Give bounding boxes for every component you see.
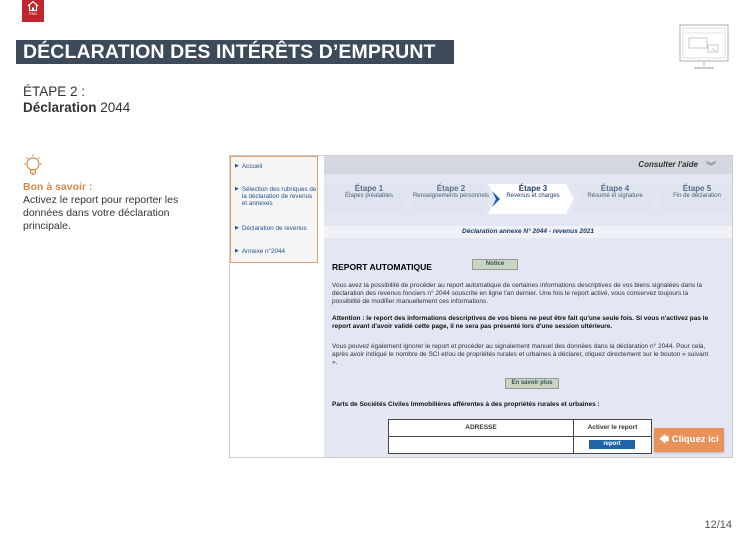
step-subtitle-bold: Déclaration: [23, 100, 97, 115]
sidebar-item-accueil[interactable]: ▶ Accueil: [235, 163, 263, 170]
declaration-panel: [324, 156, 732, 457]
tip-title: Bon à savoir :: [23, 181, 93, 193]
page-title: DÉCLARATION DES INTÉRÊTS D’EMPRUNT: [23, 41, 436, 63]
triangle-right-icon: ▶: [235, 163, 239, 169]
page-title-bar: [16, 40, 454, 64]
step-4: Étape 4 Résumé et signature: [587, 184, 643, 199]
home-label: PAS: [29, 11, 37, 16]
report-paragraph-1: Vous avez la possibilité de procéder au report automatique de certaines informations descriptives de vos biens signalées dans la déclaration des revenus fonciers n° 2044 souscrite en ligne l'an dernier. Une fois le report activé, vous conservez toujours la possibilité de modifier manuellement ces informations.: [332, 282, 702, 305]
step-subtitle-rest: 2044: [96, 100, 131, 115]
report-paragraph-3: Vous pouvez également ignorer le report et procéder au signalement manuel des données dans la déclaration n° 2044. Pour cela, après avoir indiqué le nombre de SCI et/ou de propriétés rurales et urbaines à déclarer, cliquez directement sur le bouton « suivant ».: [332, 343, 709, 366]
cliquez-ici-label: Cliquez ici: [671, 434, 719, 445]
en-savoir-plus-button[interactable]: En savoir plus: [505, 378, 559, 389]
report-warning: Attention : le report des informations descriptives de vos biens ne peut être fait qu'une seule fois. Si vous n'activez pas le report avant d'avoir validé cette page, il ne sera pas présenté lors d'une session ultérieure.: [332, 315, 709, 330]
sci-table: [388, 419, 652, 454]
sci-label: Parts de Sociétés Civiles Immobilières afférentes à des propriétés rurales et urbaines :: [332, 401, 600, 408]
step-5: Étape 5 Fin de déclaration: [673, 184, 721, 199]
help-bar: [324, 156, 732, 174]
home-button[interactable]: [22, 0, 44, 22]
cliquez-ici-button[interactable]: [654, 428, 724, 452]
report-button[interactable]: report: [589, 440, 635, 449]
step-progress: [324, 184, 732, 216]
triangle-right-icon: ▶: [235, 186, 239, 192]
arrow-left-icon: 🡄: [659, 434, 672, 445]
triangle-right-icon: ▶: [235, 248, 239, 254]
double-chevron-down-icon[interactable]: ︾: [706, 162, 716, 173]
triangle-right-icon: ▶: [235, 225, 239, 231]
step-3-active: Étape 3 Revenus et charges: [506, 184, 560, 199]
table-row: [389, 437, 651, 453]
help-link[interactable]: Consulter l'aide: [638, 160, 698, 169]
tip-text: Activez le report pour reporter les données dans votre déclaration principale.: [23, 194, 179, 232]
step-title: ÉTAPE 2 :: [23, 84, 86, 99]
sidebar-nav: [230, 156, 318, 263]
report-section: [324, 244, 732, 457]
table-header-adresse: ADRESSE: [389, 420, 574, 436]
page-number: 12/14: [704, 519, 732, 531]
notice-button[interactable]: Notice: [472, 259, 518, 270]
table-cell-adresse: [389, 437, 574, 453]
step-subtitle: [23, 100, 130, 116]
sidebar-item-annexe[interactable]: ▶ Annexe n°2044: [235, 248, 285, 255]
sidebar-item-selection[interactable]: ▶ Sélection des rubriques de la déclaration de revenus et annexes: [235, 186, 317, 207]
sidebar-item-declaration[interactable]: ▶ Déclaration de revenus: [235, 225, 307, 232]
embedded-screenshot: [229, 155, 733, 458]
step-2: Étape 2 Renseignements personnels: [412, 184, 490, 199]
lightbulb-icon: [22, 154, 44, 178]
table-header-row: [389, 420, 651, 437]
report-heading: REPORT AUTOMATIQUE: [332, 262, 432, 272]
declaration-title: Déclaration annexe N° 2044 - revenus 2021: [324, 226, 732, 238]
computer-screen-icon: [678, 23, 730, 71]
table-header-activer: Activer le report: [587, 424, 638, 431]
step-1: Étape 1 Étapes préalables: [344, 184, 394, 199]
